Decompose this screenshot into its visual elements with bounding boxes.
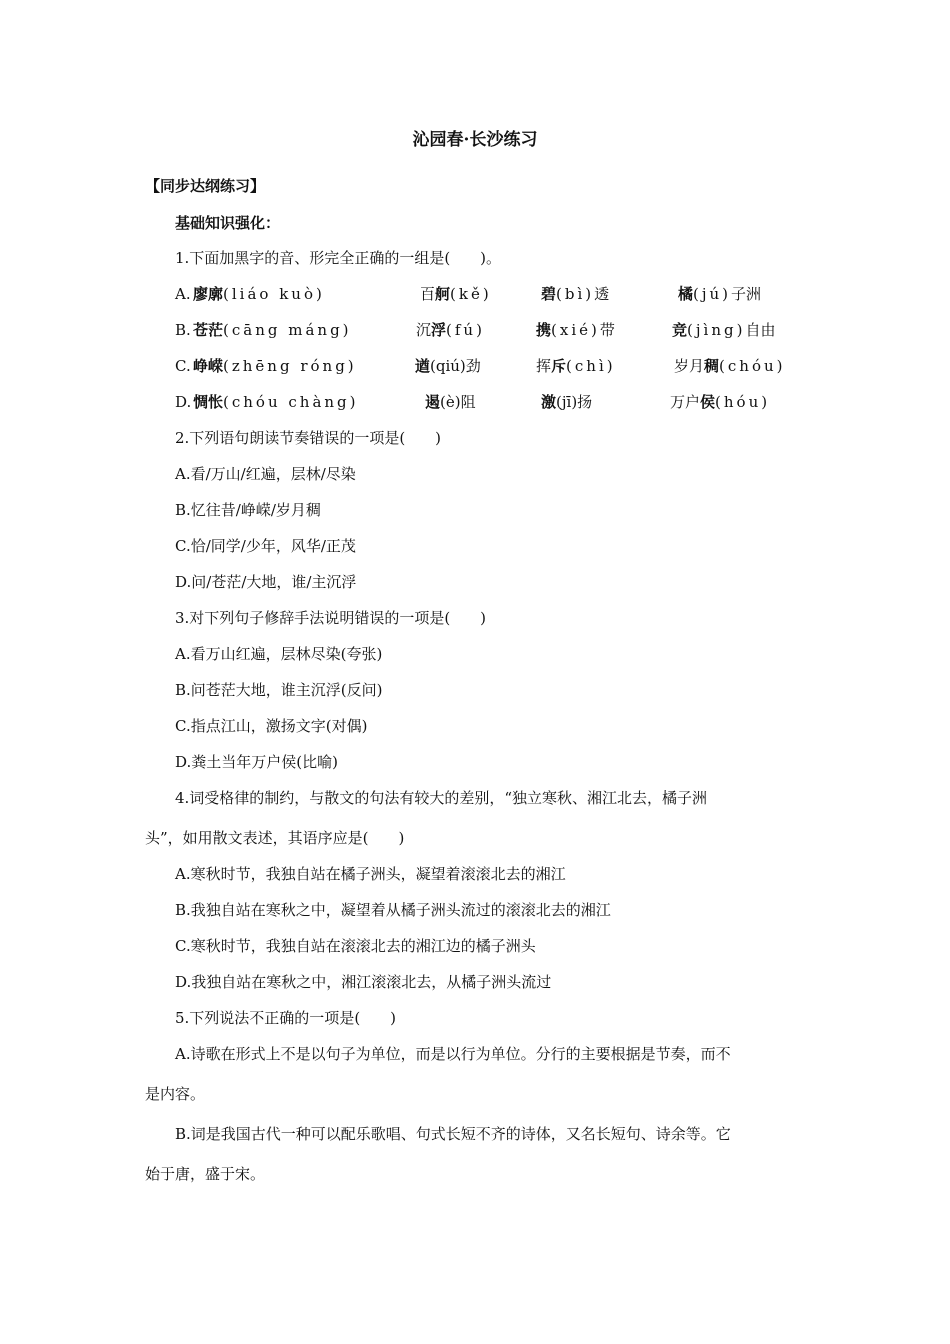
option-cell: 竞(jìng)自由 [672, 321, 776, 339]
q3-stem: 3.对下列句子修辞手法说明错误的一项是( ) [175, 609, 487, 627]
q3-option-b: B.问苍茫大地，谁主沉浮(反问) [175, 681, 383, 699]
q4-option-a: A.寒秋时节，我独自站在橘子洲头，凝望着滚滚北去的湘江 [175, 865, 566, 883]
option-cell: 携(xié)带 [536, 321, 615, 339]
q5-option-b-continued: 始于唐，盛于宋。 [145, 1165, 266, 1183]
option-cell: 峥嵘(zhēng róng) [193, 357, 357, 375]
q5-stem: 5.下列说法不正确的一项是( ) [175, 1009, 397, 1027]
option-label: D. [175, 393, 192, 411]
q2-stem: 2.下列语句朗读节奏错误的一项是( ) [175, 429, 442, 447]
option-cell: 橘(jú)子洲 [678, 285, 762, 303]
option-cell: 碧(bì)透 [541, 285, 610, 303]
q1-option-d [175, 391, 815, 413]
q1-option-b [175, 319, 815, 341]
option-cell: 惆怅(chóu chàng) [193, 393, 359, 411]
q5-option-b: B.词是我国古代一种可以配乐歌唱、句式长短不齐的诗体，又名长短句、诗余等。它 [175, 1125, 731, 1143]
option-cell: 遏(è)阻 [425, 393, 476, 411]
q5-option-a: A.诗歌在形式上不是以句子为单位，而是以行为单位。分行的主要根据是节奏，而不 [175, 1045, 731, 1063]
option-label: C. [175, 357, 191, 375]
option-cell: 万户侯(hóu) [670, 393, 771, 411]
page-title: 沁园春·长沙练习 [412, 130, 538, 150]
option-cell: 挥斥(chì) [536, 357, 616, 375]
option-cell: 百舸(kě) [420, 285, 492, 303]
option-cell: 激(jī)扬 [541, 393, 593, 411]
q5-option-a-continued: 是内容。 [145, 1085, 206, 1103]
option-cell: 廖廓(liáo kuò) [193, 285, 325, 303]
q4-option-b: B.我独自站在寒秋之中，凝望着从橘子洲头流过的滚滚北去的湘江 [175, 901, 611, 919]
q3-option-c: C.指点江山，激扬文字(对偶) [175, 717, 368, 735]
q3-option-a: A.看万山红遍，层林尽染(夸张) [175, 645, 383, 663]
q2-option-b: B.忆往昔/峥嵘/岁月稠 [175, 501, 321, 519]
option-cell: 岁月稠(chóu) [674, 357, 786, 375]
q4-option-c: C.寒秋时节，我独自站在滚滚北去的湘江边的橘子洲头 [175, 937, 536, 955]
q2-option-c: C.恰/同学/少年，风华/正茂 [175, 537, 356, 555]
q2-option-d: D.问/苍茫/大地，谁/主沉浮 [175, 573, 357, 591]
q4-option-d: D.我独自站在寒秋之中，湘江滚滚北去，从橘子洲头流过 [175, 973, 552, 991]
q2-option-a: A.看/万山/红遍，层林/尽染 [175, 465, 356, 483]
q1-option-a [175, 283, 815, 305]
option-label: B. [175, 321, 191, 339]
q4-stem: 4.词受格律的制约，与散文的句法有较大的差别，“独立寒秋、湘江北去，橘子洲 [175, 789, 707, 807]
q4-stem-continued: 头”，如用散文表述，其语序应是( ) [145, 829, 405, 847]
q1-option-c [175, 355, 815, 377]
q1-stem: 1.下面加黑字的音、形完全正确的一组是( )。 [175, 249, 502, 267]
option-cell: 沉浮(fú) [416, 321, 485, 339]
q3-option-d: D.粪土当年万户侯(比喻) [175, 753, 338, 771]
option-cell: 遒(qiú)劲 [415, 357, 481, 375]
option-label: A. [175, 285, 191, 303]
option-cell: 苍茫(cāng máng) [193, 321, 352, 339]
section-header: 【同步达纲练习】 [145, 177, 266, 195]
subsection-heading: 基础知识强化： [175, 214, 281, 232]
